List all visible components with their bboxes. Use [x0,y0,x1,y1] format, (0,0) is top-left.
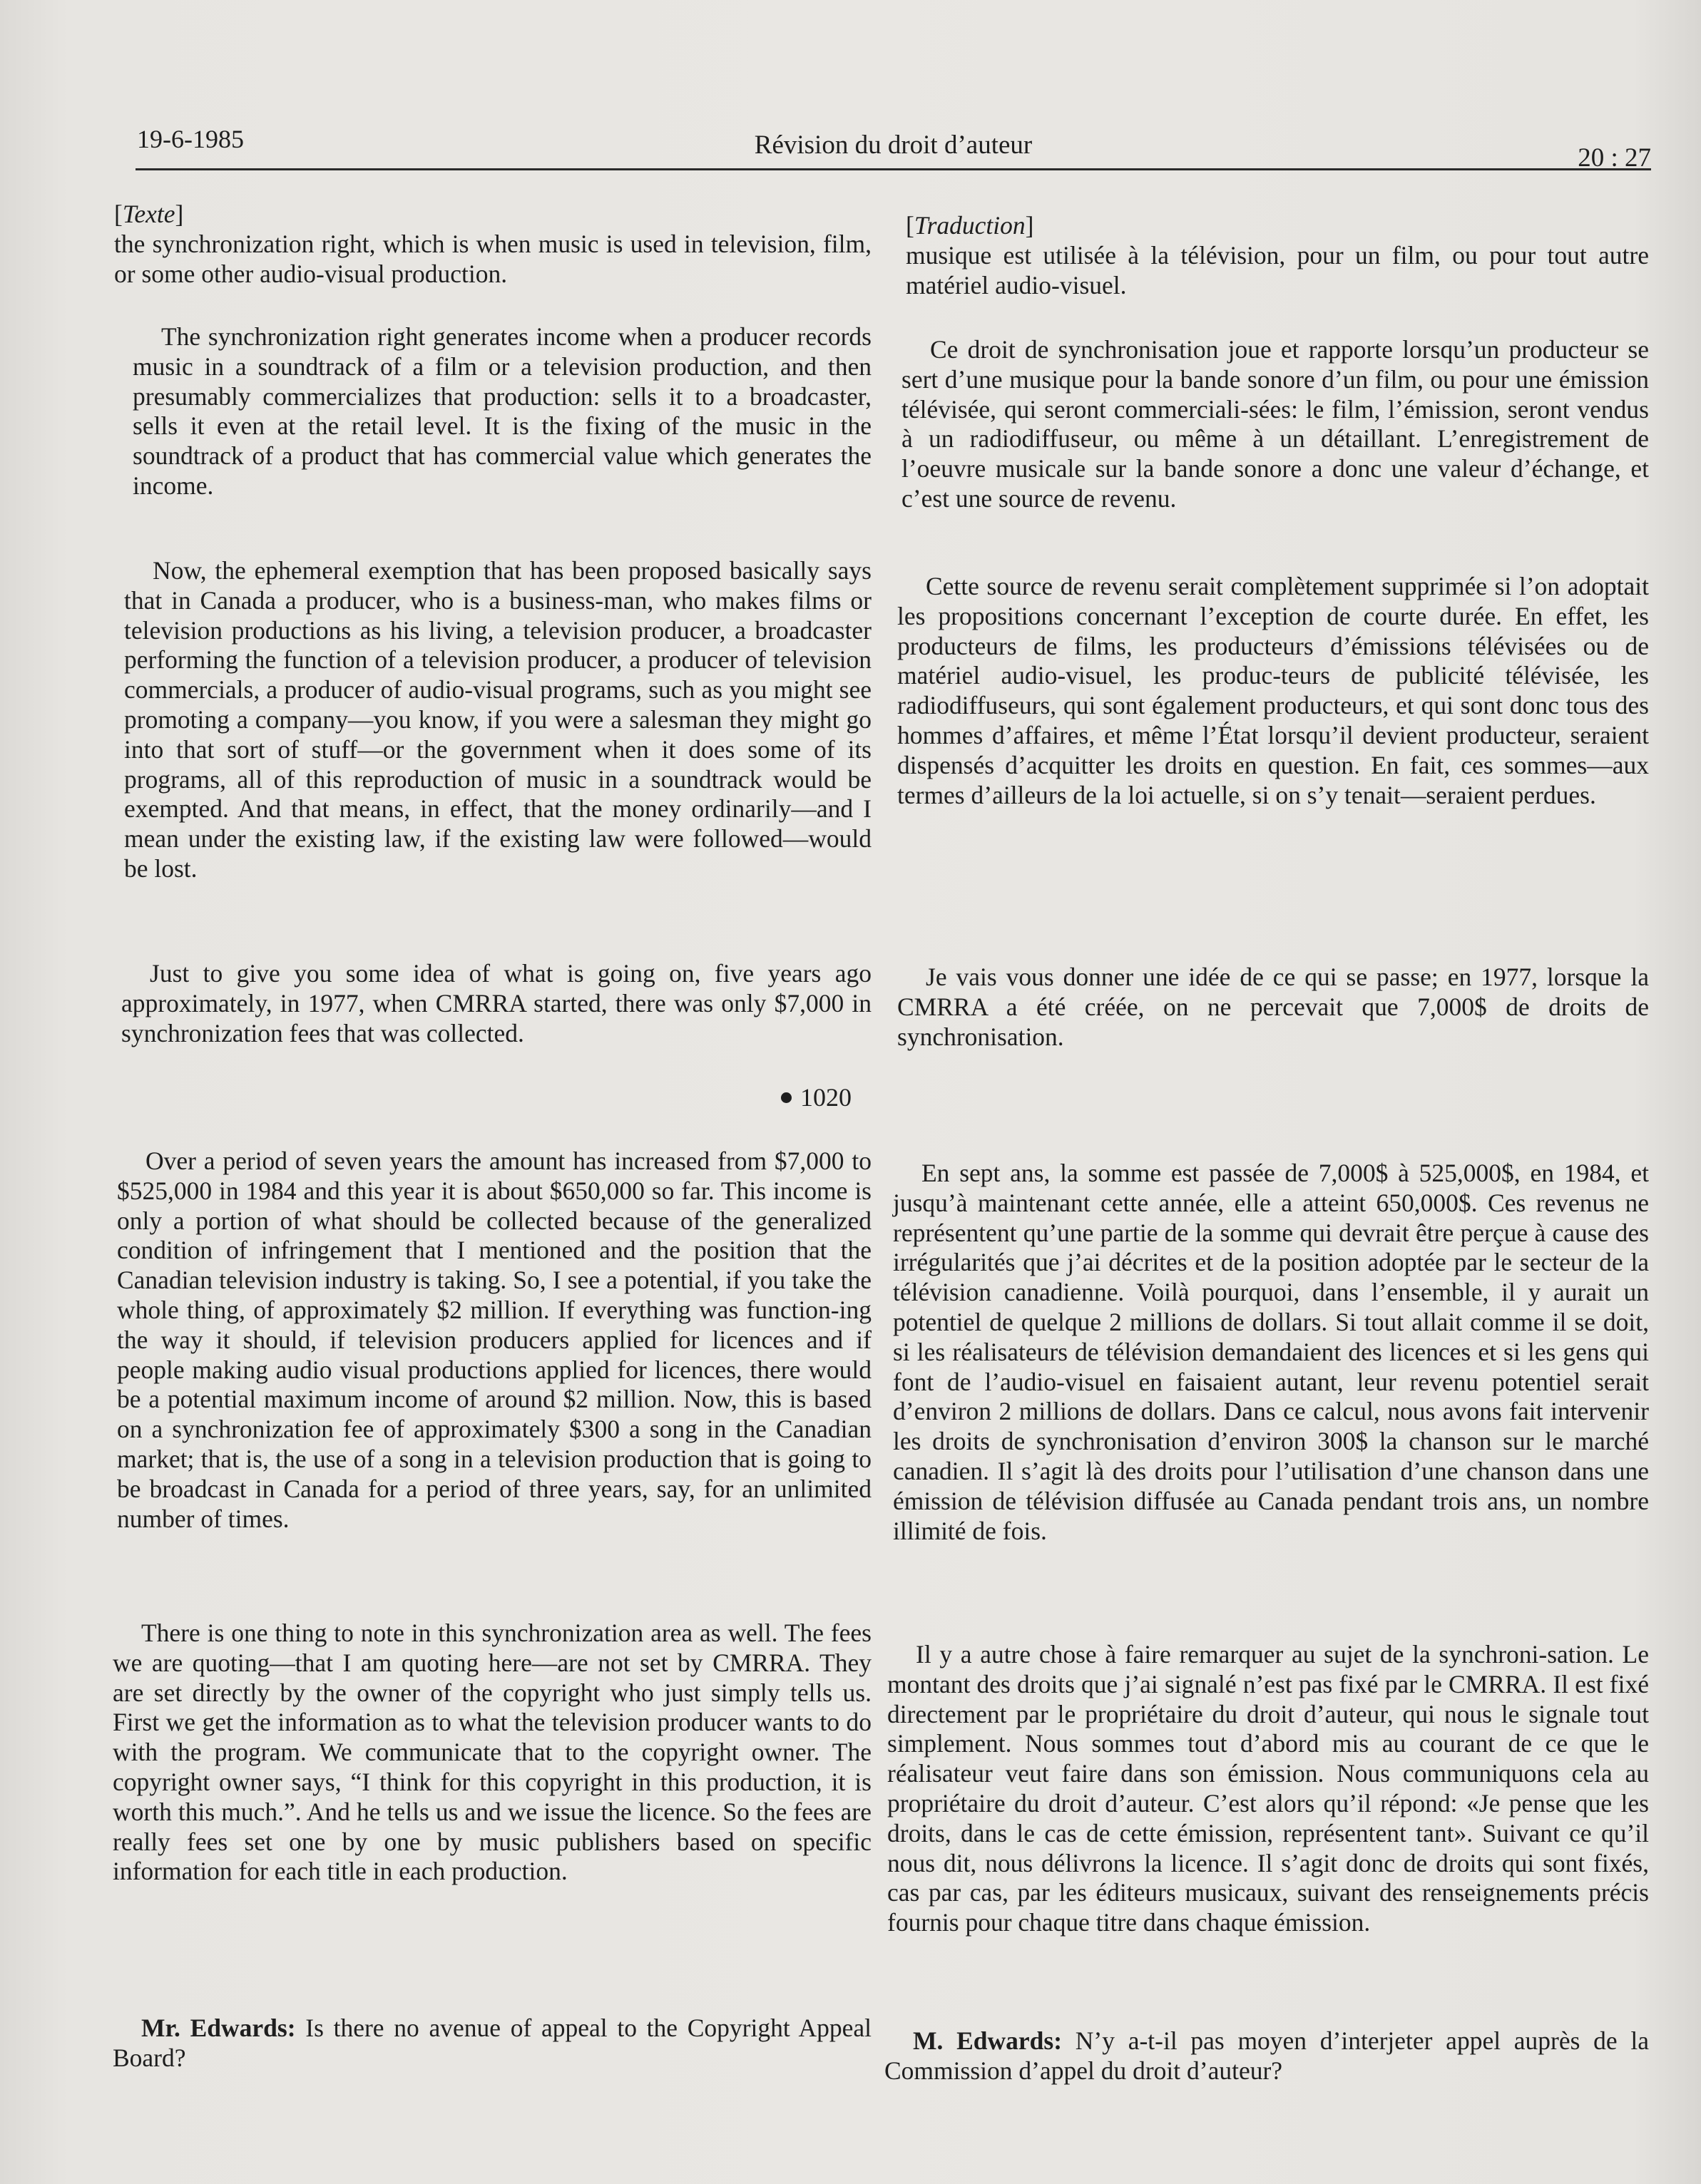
right-section-label: [Traduction] [906,211,1034,240]
header-date: 19-6-1985 [137,125,244,153]
left-paragraph: Over a period of seven years the amount has increased from $7,000 to $525,000 in 1984 and this year it is about $650,000 so far. This income is only a portion of what should be collected because of the generalized condition of infringement that I mentioned and the position that the Canadian television industry is taking. So, I see a potential, if you take the whole thing, of approximately $2 million. If everything was function-ing the way it should, if television producers applied for licences and if people making audio visual productions applied for licences, there would be a potential maximum income of around $2 million. Now, this is based on a synchronization fee of approximately $300 a song in the Canadian market; that is, the use of a song in a television production that is going to be broadcast in Canada for a period of three years, say, for an unlimited number of times. [117,1147,872,1533]
speaker-text: Is there no avenue of appeal to the Copyright Appeal Board? [113,2014,872,2072]
right-paragraph: musique est utilisée à la télévision, pour un film, ou pour tout autre matériel audio-visuel. [906,240,1649,299]
left-column-block [124,556,872,884]
left-paragraph: Now, the ephemeral exemption that has been proposed basically says that in Canada a producer, who is a business-man, who makes films or television productions as his living, a television producer, a broadcaster performing the function of a television producer, a producer of television commercials, a producer of audio-visual programs, such as you might see promoting a company—you know, if you were a salesman they might go into that sort of stuff—or the government when it does some of its programs, all of this reproduction of music in a soundtrack would be exempted. And that means, in effect, that the money ordinarily—and I mean under the existing law, if the existing law were followed—would be lost. [124,556,872,883]
speaker-name: M. Edwards: [913,2026,1063,2055]
right-column-block [897,963,1649,1052]
right-paragraph: Je vais vous donner une idée de ce qui se passe; en 1977, lorsque la CMRRA a été créée, on ne percevait que 7,000$ de droits de synchronisation. [897,963,1649,1051]
left-column-block [121,959,872,1048]
right-paragraph: Ce droit de synchronisation joue et rapporte lorsqu’un producteur se sert d’une musique pour la bande sonore d’un film, ou pour une émission télévisée, qui seront commerciali-sées: le film, l’émission, seront vendus à un radiodiffuseur, ou même à un détaillant. L’enregistrement de l’oeuvre musicale sur la bande sonore a donc une valeur d’échange, et c’est une source de revenu. [901,335,1649,513]
right-column-block [893,1159,1649,1546]
left-column-block [113,2014,872,2073]
header-rule [136,168,1651,170]
speaker-name: Mr. Edwards: [141,2014,296,2042]
left-column-block [113,1619,872,1887]
left-paragraph: There is one thing to note in this synchronization area as well. The fees we are quoting—that I am quoting here—are not set by CMRRA. They are set directly by the owner of the copyright who just simply tells us. First we get the information as to what the television producer wants to do with the program. We communicate that to the copyright owner. The copyright owner says, “I think for this copyright in this production, it is worth this much.”. And he tells us and we issue the licence. So the fees are really fees set one by one by music publishers based on specific information for each title in each production. [113,1619,872,1886]
header-title: Révision du droit d’auteur [754,130,1033,160]
right-paragraph: En sept ans, la somme est passée de 7,000$ à 525,000$, en 1984, et jusqu’à maintenant cette année, elle a atteint 650,000$. Ces revenus ne représentent qu’une partie de la somme qui devrait être perçue à cause des irrégularités que j’ai décrites et de la position adoptée par le secteur de la télévision canadienne. Voilà pourquoi, dans l’ensemble, il y aurait un potentiel de quelque 2 millions de dollars. Si tout allait comme il se doit, si les réalisateurs de télévision demandaient des licences et si les gens qui font de l’audio-visuel en faisaient autant, leur revenu potentiel serait d’environ 2 millions de dollars. Dans ce calcul, nous avons fait intervenir les droits de synchronisation d’environ 300$ la chanson sur le marché canadien. Il s’agit là des droits pour l’utilisation d’une chanson dans une émission de télévision diffusée au Canada pendant trois ans, un nombre illimité de fois. [893,1159,1649,1545]
speaker-text: N’y a-t-il pas moyen d’interjeter appel auprès de la Commission d’appel du droit d’auteur? [884,2026,1649,2085]
right-column [906,211,1649,300]
left-column-block [133,322,872,501]
right-paragraph: Il y a autre chose à faire remarquer au sujet de la synchroni-sation. Le montant des droits que j’ai signalé n’est pas fixé par le CMRRA. Il est fixé directement par le propriétaire du droit d’auteur, qui nous le signale tout simplement. Nous sommes tout d’abord mis au courant de ce que le réalisateur veut faire dans son émission. Nous communiquons cela au propriétaire du droit d’auteur. C’est alors qu’il répond: «Je pense que les droits, dans le cas de cette émission, représentent tant». Suivant ce qu’il nous dit, nous délivrons la licence. Il s’agit donc de droits qui sont fixés, cas par cas, par les éditeurs musicaux, suivant des renseignements précis fournis pour chaque titre dans chaque émission. [887,1640,1649,1937]
left-column [114,200,872,289]
right-paragraph: Cette source de revenu serait complètement supprimée si l’on adoptait les propositions concernant l’exception de courte durée. En effet, les producteurs de films, les producteurs d’émissions télévisées ou de matériel audio-visuel, les produc-teurs de publicité télévisée, les radiodiffuseurs, qui sont également producteurs, et qui sont donc tous des hommes d’affaires, et même l’État lorsqu’il devient producteur, seraient dispensés d’acquitter les droits en question. En fait, ces sommes—aux termes d’ailleurs de la loi actuelle, si on s’y tenait—seraient perdues. [897,572,1649,809]
right-column-block [897,572,1649,810]
time-marker [781,1082,852,1112]
page-header [136,121,1651,171]
left-section-label: [Texte] [114,200,184,228]
left-speaker-paragraph [113,2014,872,2073]
left-paragraph: Just to give you some idea of what is going on, five years ago approximately, in 1977, when CMRRA started, there was only $7,000 in synchronization fees that was collected. [121,959,872,1047]
right-column-block [884,2026,1649,2086]
bullet-icon [781,1092,792,1103]
left-paragraph: The synchronization right generates income when a producer records music in a soundtrack of a film or a television production, and then presumably commercializes that production: sells it to a broadcaster, sells it even at the retail level. It is the fixing of the music in the soundtrack of a product that has commercial value which generates the income. [133,322,872,500]
left-column-block [117,1147,872,1534]
right-column-block [887,1640,1649,1938]
left-paragraph: the synchronization right, which is when music is used in television, film, or some other audio-visual production. [114,229,872,288]
time-marker-value: 1020 [800,1083,852,1112]
header-page-number: 20 : 27 [1578,143,1651,173]
right-column-block [901,335,1649,514]
right-speaker-paragraph [884,2026,1649,2086]
